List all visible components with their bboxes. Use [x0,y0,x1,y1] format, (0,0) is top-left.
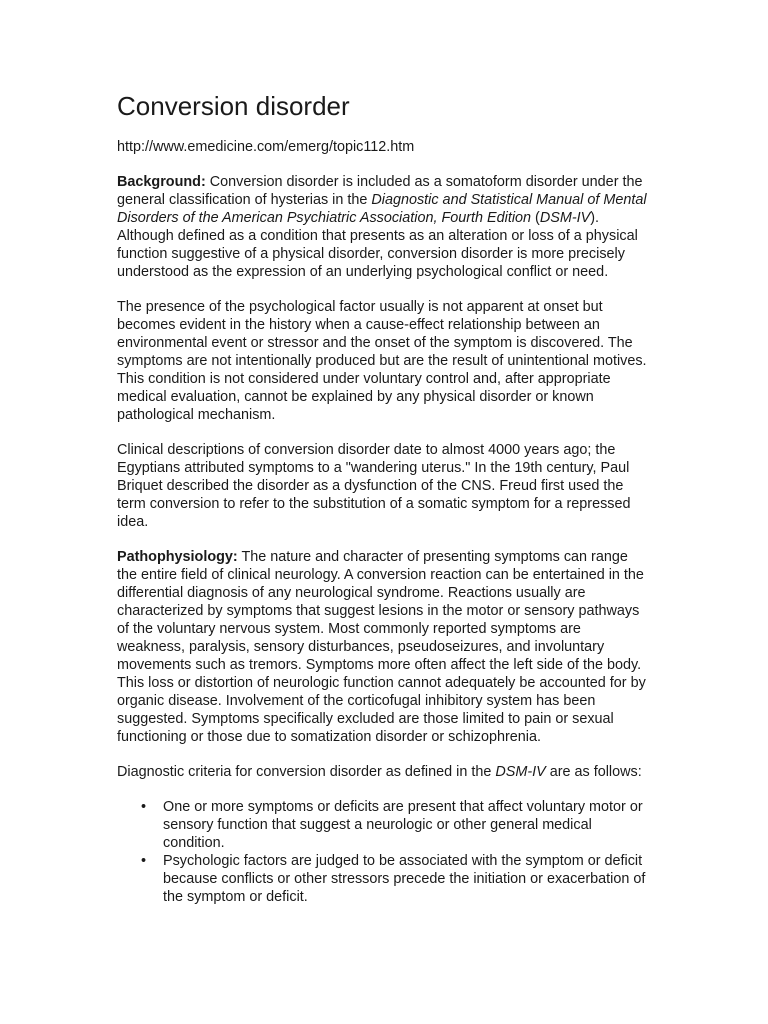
criteria-intro-paragraph [117,763,648,781]
history-paragraph: Clinical descriptions of conversion disorder date to almost 4000 years ago; the Egyptians attributed symptoms to a "wandering uterus." In the 19th century, Paul Briquet described the disorder as a dysfunction of the CNS. Freud first used the term conversion to refer to the substitution of a somatic symptom for a repressed idea. [117,442,631,530]
source-url: http://www.emedicine.com/emerg/topic112.htm [117,139,415,155]
list-item-text: One or more symptoms or deficits are present that affect voluntary motor or sensory function that suggest a neurologic or other general medical condition. [163,799,643,851]
dsm-full-title: Diagnostic and Statistical Manual of Mental Disorders of the American Psychiatric Association, Fourth Edition [117,192,647,226]
list-item [141,852,648,906]
background-text-2: ( [531,210,540,226]
dsm-abbrev: DSM-IV [539,210,591,226]
background-text-3: ). Although defined as a condition that presents as an alteration or loss of a physical function suggestive of a physical disorder, conversion disorder is more precisely understood as the expression of an underlying psychological conflict or need. [117,210,638,280]
psychological-factor-paragraph: The presence of the psychological factor usually is not apparent at onset but becomes evident in the history when a cause-effect relationship between an environmental event or stressor and the onset of the symptom is discovered. The symptoms are not intentionally produced but are the result of unintentional motives. This condition is not considered under voluntary control and, after appropriate medical evaluation, cannot be explained by any physical disorder or known pathological mechanism. [117,299,647,423]
criteria-dsm: DSM-IV [495,764,546,780]
pathophysiology-paragraph [117,548,648,746]
pathophysiology-label: Pathophysiology: [117,549,238,565]
criteria-list [117,798,648,906]
page-title: Conversion disorder [117,91,350,121]
bullet-icon: • [141,853,147,869]
pathophysiology-text: The nature and character of presenting symptoms can range the entire field of clinical neurology. A conversion reaction can be entertained in the differential diagnosis of any neurological syndrome. Reactions usually are characterized by symptoms that suggest lesions in the motor or sensory pathways of the voluntary nervous system. Most commonly reported symptoms are weakness, paralysis, sensory disturbances, pseudoseizures, and involuntary movements such as tremors. Symptoms more often affect the left side of the body. This loss or distortion of neurologic function cannot adequately be accounted for by organic disease. Involvement of the corticofugal inhibitory system has been suggested. Symptoms specifically excluded are those limited to pain or sexual functioning or those due to somatization disorder or schizophrenia. [117,549,646,745]
criteria-text-1: Diagnostic criteria for conversion disorder as defined in the [117,764,496,780]
list-item-text: Psychologic factors are judged to be associated with the symptom or deficit because conflicts or other stressors precede the initiation or exacerbation of the symptom or deficit. [163,853,646,905]
background-text-1: Conversion disorder is included as a somatoform disorder under the general classification of hysterias in the [117,174,643,208]
bullet-icon: • [141,799,147,815]
background-label: Background: [117,174,206,190]
criteria-text-2: are as follows: [545,764,642,780]
list-item [141,798,648,852]
background-paragraph [117,173,648,281]
